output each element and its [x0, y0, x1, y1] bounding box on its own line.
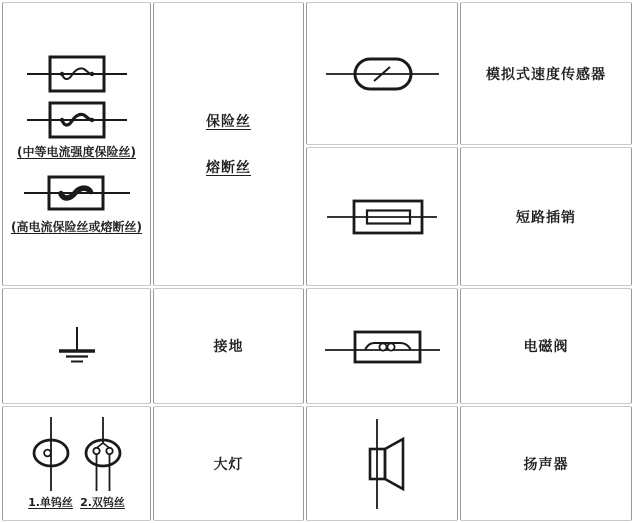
analog-speed-sensor-icon — [326, 52, 439, 96]
short-circuit-plug-icon — [327, 197, 437, 237]
cell-ground-symbol — [2, 288, 151, 404]
medium-current-fuse-icon — [27, 54, 127, 94]
cell-headlamp-label — [153, 406, 304, 521]
solenoid-label: 电磁阀 — [523, 339, 569, 355]
headlamp-caption-single: 1.单钨丝 — [28, 496, 73, 509]
speed-sensor-label: 模拟式速度传感器 — [486, 66, 606, 83]
cell-fuse-symbols — [2, 2, 151, 286]
ground-icon — [55, 327, 99, 365]
high-current-fuse-icon — [24, 173, 130, 213]
medium-current-fuse-2-icon — [27, 100, 127, 140]
solenoid-valve-icon — [325, 326, 440, 366]
ground-label: 接地 — [213, 339, 244, 355]
cell-solenoid-label — [460, 288, 632, 404]
fusible-link-label: 熔断丝 — [206, 160, 251, 176]
speaker-label: 扬声器 — [523, 456, 569, 473]
fuse-label: 保险丝 — [206, 114, 251, 130]
double-filament-headlamp-icon — [80, 417, 126, 491]
single-filament-headlamp-icon — [28, 417, 74, 491]
fuse-caption-high: (高电流保险丝或熔断丝) — [11, 219, 142, 234]
short-circuit-plug-label: 短路插销 — [516, 209, 576, 226]
cell-solenoid-symbol — [306, 288, 458, 404]
cell-short-circuit-plug-symbol — [306, 147, 458, 286]
cell-speaker-label — [460, 406, 632, 521]
headlamp-caption-double: 2.双钨丝 — [80, 496, 125, 509]
cell-ground-label — [153, 288, 304, 404]
cell-speed-sensor-symbol — [306, 2, 458, 145]
headlamp-label: 大灯 — [213, 456, 244, 473]
cell-speaker-symbol — [306, 406, 458, 521]
double-filament-headlamp-figure — [80, 417, 126, 510]
cell-speed-sensor-label — [460, 2, 632, 145]
fuse-caption-medium: (中等电流强度保险丝) — [17, 144, 136, 159]
speaker-icon — [347, 419, 417, 509]
cell-headlamp-symbols — [2, 406, 151, 521]
cell-fuse-labels — [153, 2, 304, 286]
single-filament-headlamp-figure — [28, 417, 74, 510]
cell-short-circuit-plug-label — [460, 147, 632, 286]
